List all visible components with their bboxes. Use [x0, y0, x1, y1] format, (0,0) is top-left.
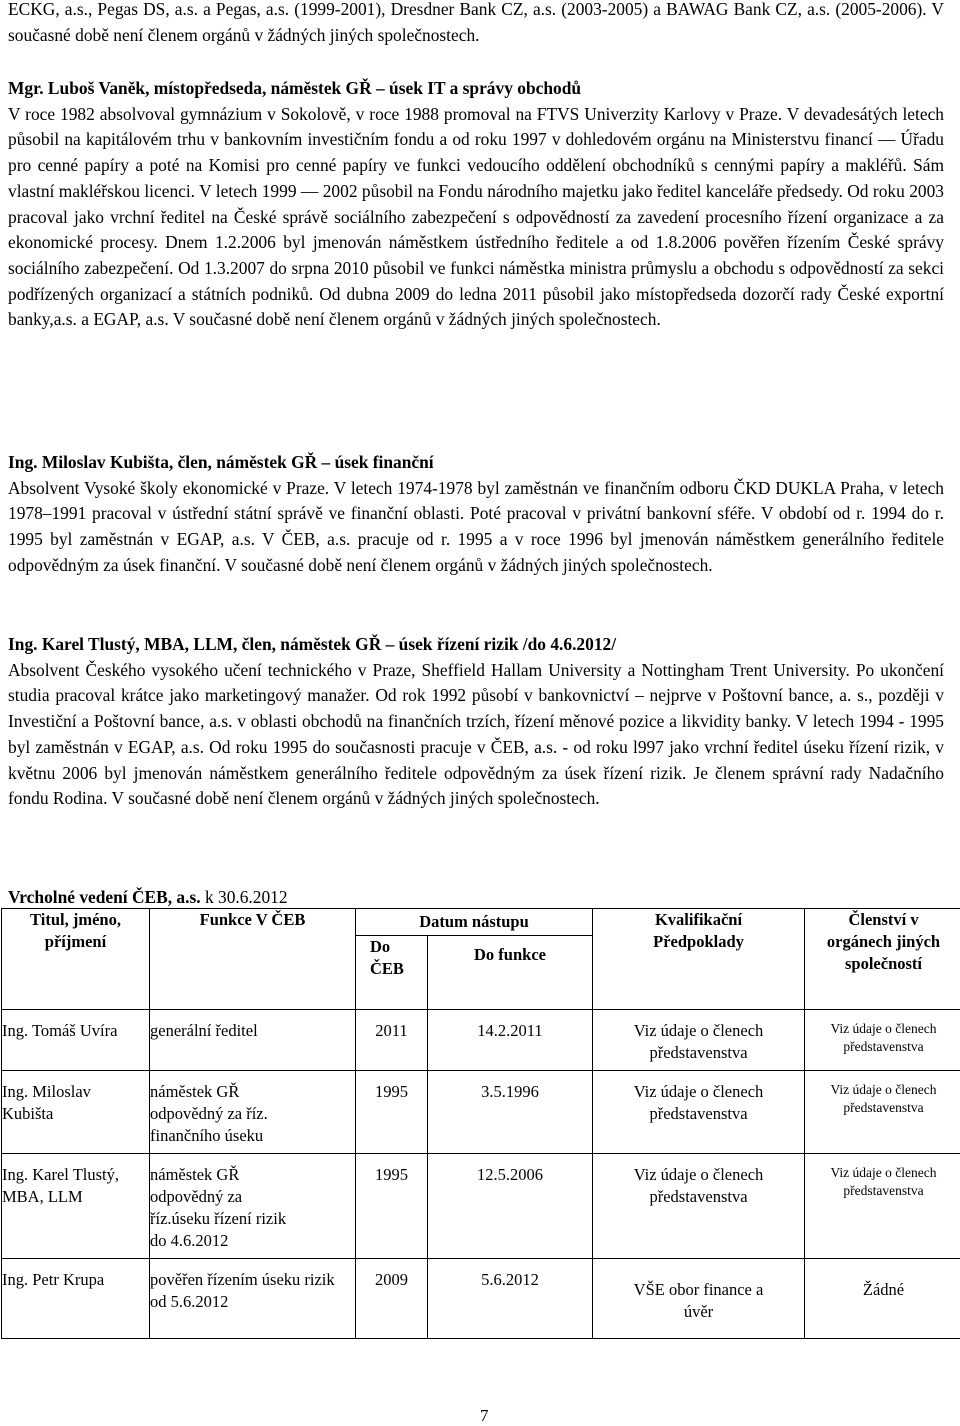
bio-text: Absolvent Vysoké školy ekonomické v Praze. V letech 1974-1978 byl zaměstnán ve finančním odboru ČKD DUKLA Praha, v letech 1978–1991 pracoval v ústřední státní správě ve finanční oblasti. Poté pracoval v privátní bankovní sféře. V období od r. 1994 do r. 1995 byl zaměstnán v EGAP, a.s. V ČEB, a.s. pracuje od r. 1995 a v roce 1996 byl jmenován náměstkem generálního ředitele odpovědným za úsek finanční. V současné době není členem orgánů v žádných jiných společnostech. [8, 476, 944, 579]
table-row [2, 1071, 960, 1154]
cell-membership: Žádné [805, 1259, 960, 1339]
cell-qualification: Viz údaje o členech představenstva [593, 1154, 805, 1259]
table-row [2, 1154, 960, 1259]
cell-membership: Viz údaje o členech představenstva [805, 1154, 960, 1259]
management-title-date: k 30.6.2012 [201, 887, 288, 907]
cell-membership: Viz údaje o členech představenstva [805, 1010, 960, 1071]
cell-qualification: Viz údaje o členech představenstva [593, 1071, 805, 1154]
cell-membership: Viz údaje o členech představenstva [805, 1071, 960, 1154]
header-name: Titul, jméno, příjmení [2, 909, 150, 1010]
cell-start-function: 3.5.1996 [428, 1071, 593, 1154]
bio-tlusty [8, 632, 944, 812]
cell-qualification: VŠE obor finance a úvěr [593, 1259, 805, 1339]
bio-text: V roce 1982 absolvoval gymnázium v Sokolově, v roce 1988 promoval na FTVS Univerzity Karlovy v Praze. V devadesátých letech působil na kapitálovém trhu v bankovním investičním fondu a od roku 1997 v dohledovém orgánu na Ministerstvu financí — Úřadu pro cenné papíry a poté na Komisi pro cenné papíry ve funkci vedoucího oddělení obchodníků s cennými papíry a makléřů. Sám vlastní makléřskou licenci. V letech 1999 — 2002 působil na Fondu národního majetku jako ředitel kanceláře předsedy. Od roku 2003 pracoval jako vrchní ředitel na České správě sociálního zabezpečení s odpovědností za zavedení procesního řízení organizace a za ekonomické procesy. Dnem 1.2.2006 byl jmenován náměstkem ústředního ředitele a od 1.8.2006 pověřen řízením České správy sociálního zabezpečení. Od 1.3.2007 do srpna 2010 působil ve funkci náměstka ministra průmyslu a obchodu s odpovědností za sekci podřízených organizací a státních podniků. Od dubna 2009 do ledna 2011 působil jako místopředseda dozorčí rady České exportní banky,a.s. a EGAP, a.s. V současné době není členem orgánů v žádných jiných společnostech. [8, 102, 944, 333]
cell-function: pověřen řízením úseku rizik od 5.6.2012 [150, 1259, 356, 1339]
cell-qualification: Viz údaje o členech představenstva [593, 1010, 805, 1071]
cell-start-ceb: 1995 [356, 1071, 428, 1154]
cell-name: Ing. Petr Krupa [2, 1259, 150, 1339]
bio-heading: Ing. Miloslav Kubišta, člen, náměstek GŘ – úsek finanční [8, 450, 944, 476]
header-function: Funkce V ČEB [150, 909, 356, 1010]
cell-start-ceb: 1995 [356, 1154, 428, 1259]
bio-heading: Mgr. Luboš Vaněk, místopředseda, náměstek GŘ – úsek IT a správy obchodů [8, 76, 944, 102]
management-table-title [8, 886, 288, 908]
cell-start-ceb: 2009 [356, 1259, 428, 1339]
cell-name: Ing. Tomáš Uvíra [2, 1010, 150, 1071]
intro-paragraph: ECKG, a.s., Pegas DS, a.s. a Pegas, a.s. (1999-2001), Dresdner Bank CZ, a.s. (2003-2005) a BAWAG Bank CZ, a.s. (2005-2006). V současné době není členem orgánů v žádných jiných společnostech. [8, 0, 944, 48]
table-row [2, 1259, 960, 1339]
bio-heading: Ing. Karel Tlustý, MBA, LLM, člen, náměstek GŘ – úsek řízení rizik /do 4.6.2012/ [8, 632, 944, 658]
header-start-ceb: Do ČEB [356, 936, 428, 1010]
management-table [1, 908, 960, 1339]
cell-name: Ing. Karel Tlustý, MBA, LLM [2, 1154, 150, 1259]
bio-vanek [8, 76, 944, 333]
cell-start-ceb: 2011 [356, 1010, 428, 1071]
table-row [2, 1010, 960, 1071]
bio-kubista [8, 450, 944, 579]
cell-function: náměstek GŘ odpovědný za říz.úseku řízení rizik do 4.6.2012 [150, 1154, 356, 1259]
cell-start-function: 14.2.2011 [428, 1010, 593, 1071]
bio-text: Absolvent Českého vysokého učení technického v Praze, Sheffield Hallam University a Nottingham Trent University. Po ukončení studia pracoval krátce jako marketingový manažer. Od rok 1992 působí v bankovnictví – nejprve v Poštovní bance, a. s., později v Investiční a Poštovní bance, a.s. v oblasti obchodů na finančních trzích, řízení měnové pozice a likvidity banky. V letech 1994 - 1995 byl zaměstnán v EGAP, a.s. Od roku 1995 do současnosti pracuje v ČEB, a.s. - od roku l997 jako vrchní ředitel úseku řízení rizik, v květnu 2006 byl jmenován náměstkem generálního ředitele odpovědným za úsek řízení rizik. Je členem správní rady Nadačního fondu Rodina. V současné době není členem orgánů v žádných jiných společnostech. [8, 658, 944, 812]
management-title-bold: Vrcholné vedení ČEB, a.s. [8, 887, 201, 907]
cell-start-function: 5.6.2012 [428, 1259, 593, 1339]
cell-name: Ing. Miloslav Kubišta [2, 1071, 150, 1154]
page-number: 7 [480, 1406, 489, 1426]
header-start-date: Datum nástupu [356, 909, 593, 936]
cell-function: generální ředitel [150, 1010, 356, 1071]
cell-start-function: 12.5.2006 [428, 1154, 593, 1259]
header-qualification: Kvalifikační Předpoklady [593, 909, 805, 1010]
header-start-function: Do funkce [428, 936, 593, 1010]
cell-function: náměstek GŘ odpovědný za říz. finančního úseku [150, 1071, 356, 1154]
header-membership: Členství v orgánech jiných společností [805, 909, 960, 1010]
